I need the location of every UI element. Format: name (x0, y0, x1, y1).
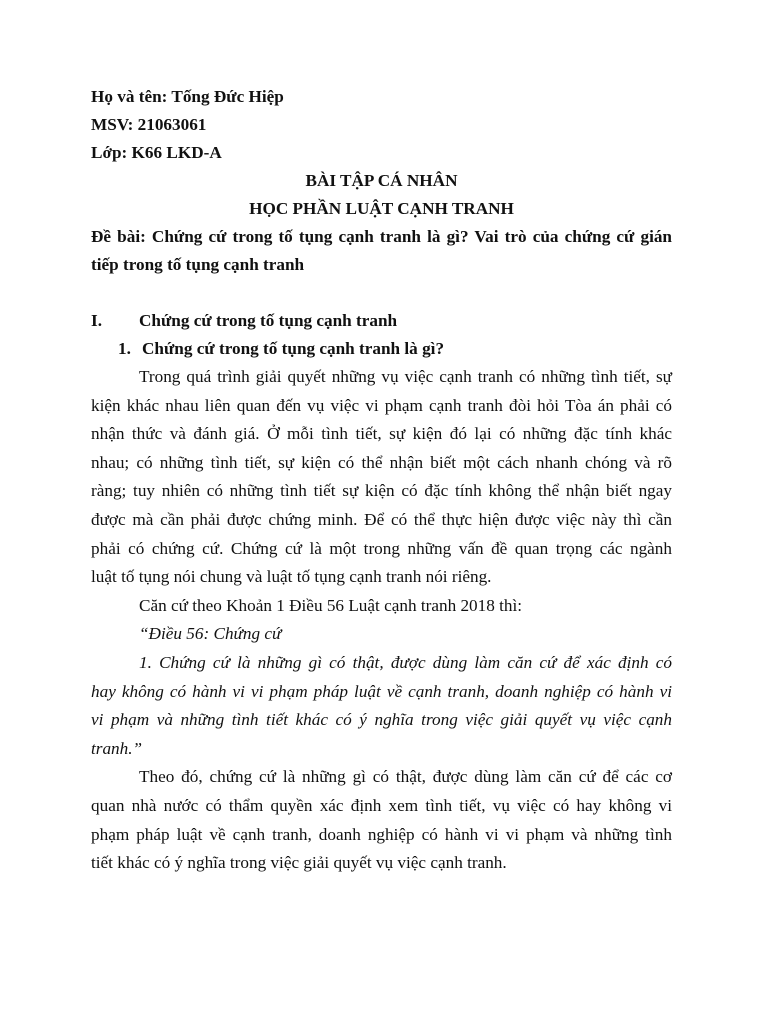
paragraph-1 (91, 363, 672, 592)
student-name: Họ và tên: Tống Đức Hiệp (91, 87, 284, 106)
course-title: HỌC PHẦN LUẬT CẠNH TRANH (249, 199, 514, 218)
assignment-title: BÀI TẬP CÁ NHÂN (305, 171, 458, 190)
blank-line (91, 279, 672, 307)
subsection-number: 1. (118, 339, 131, 358)
paragraph-line: ràng; tuy nhiên có những tình tiết sự kiện có đặc tính không thể nhận biết ngay (91, 481, 672, 501)
student-id: MSV: 21063061 (91, 115, 207, 134)
paragraph-line: kiện khác nhau liên quan đến vụ việc vi phạm cạnh tranh đòi hỏi Tòa án phải có (91, 395, 672, 415)
paragraph-line: Trong quá trình giải quyết những vụ việc cạnh tranh có những tình tiết, sự (139, 367, 672, 386)
paragraph-line: nhận thức và đánh giá. Ở mỗi tình tiết, sự kiện đó lại có những đặc tính khác (91, 424, 672, 444)
paragraph-line: luật tố tụng nói chung và luật tố tụng cạnh tranh nói riêng. (91, 567, 492, 587)
paragraph-3 (91, 763, 672, 877)
section-number: I. (91, 311, 102, 330)
student-class: Lớp: K66 LKD-A (91, 143, 222, 162)
legal-quote (91, 649, 672, 763)
quote-title: “Điều 56: Chứng cứ (139, 624, 282, 644)
quote-line: hay không có hành vi vi phạm pháp luật về cạnh tranh, doanh nghiệp có hành vi (91, 681, 672, 701)
paragraph-line: phải có chứng cứ. Chứng cứ là một trong những vấn đề quan trọng các ngành (91, 538, 672, 558)
subsection-heading (91, 335, 672, 363)
quote-line: 1. Chứng cứ là những gì có thật, được dùng làm căn cứ để xác định có (139, 652, 672, 672)
paragraph-line: tiết khác có ý nghĩa trong việc giải quyết vụ việc cạnh tranh. (91, 853, 507, 873)
quote-line: vi phạm và những tình tiết khác có ý nghĩa trong việc giải quyết vụ việc cạnh (91, 710, 672, 730)
topic-line-1: Đề bài: Chứng cứ trong tố tụng cạnh tranh là gì? Vai trò của chứng cứ gián (91, 227, 672, 246)
quote-line: tranh.” (91, 738, 143, 758)
paragraph-2: Căn cứ theo Khoản 1 Điều 56 Luật cạnh tranh 2018 thì: (139, 595, 523, 615)
paragraph-line: được mà cần phải được chứng minh. Để có thể thực hiện được việc này thì cần (91, 509, 672, 529)
paragraph-line: phạm pháp luật về cạnh tranh, doanh nghiệp có hành vi vi phạm và những tình (91, 824, 672, 844)
paragraph-line: quan nhà nước có thẩm quyền xác định xem tình tiết, vụ việc có hay không vi (91, 795, 672, 815)
paragraph-line: nhau; có những tình tiết, sự kiện có thể nhận biết một cách nhanh chóng và rõ (91, 452, 672, 472)
paragraph-line: Theo đó, chứng cứ là những gì có thật, được dùng làm căn cứ để các cơ (139, 767, 672, 787)
section-heading (91, 307, 672, 335)
section-title: Chứng cứ trong tố tụng cạnh tranh (139, 311, 398, 330)
topic-line-2: tiếp trong tố tụng cạnh tranh (91, 255, 305, 274)
subsection-title: Chứng cứ trong tố tụng cạnh tranh là gì? (142, 339, 445, 358)
